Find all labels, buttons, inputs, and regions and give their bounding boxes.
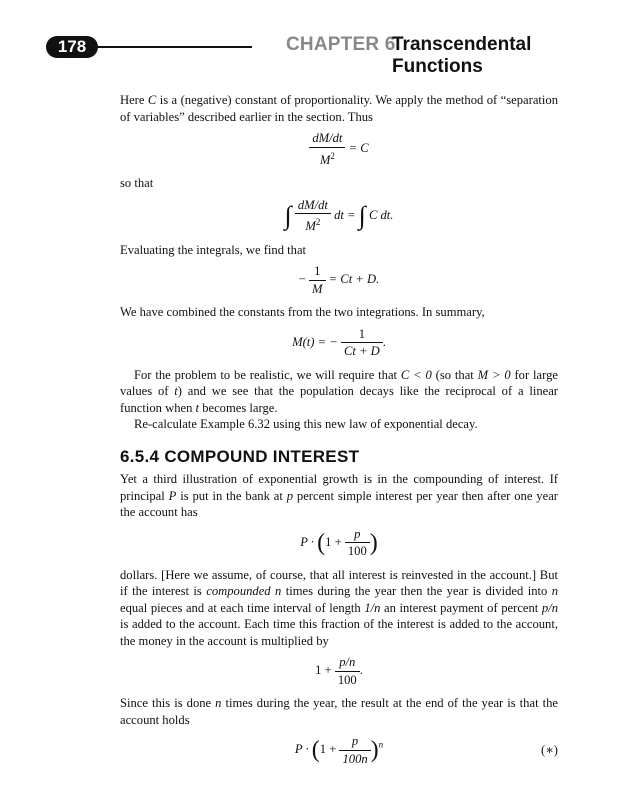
equation-multiplier: 1 + $\frac{p/n}{100}$ . — [315, 655, 363, 687]
equation-simple-interest: P · (1 + $\frac{p}{100}$ ) — [300, 526, 378, 559]
header-rule — [90, 46, 252, 48]
paragraph-so-that: so that — [120, 176, 154, 191]
chapter-title: Transcendental Functions — [392, 34, 532, 77]
paragraph-compounding: dollars. [Here we assume, of course, that all interest is reinvested in the account.] But if the interest is compounded n times during the year then the year is divided into n equal pieces and at each time interval of length 1/n an interest payment of percent p/n is added to the account. Each time this fraction of the interest is added to the account, the money in the account is multiplied by — [120, 567, 559, 648]
paragraph-evaluating: Evaluating the integrals, we find that — [120, 242, 307, 257]
chapter-label: CHAPTER 6 — [286, 34, 396, 55]
page-body — [120, 92, 558, 774]
paragraph-compound-intro: Yet a third illustration of exponential growth is in the compounding of interest. If principal P is put in the bank at p percent simple interest per year then after one year the account has — [120, 472, 558, 520]
paragraph-realistic: For the problem to be realistic, we will require that C < 0 (so that M > 0 for large values of t) and we see that the population decays like the reciprocal of a linear function when t becomes large. — [120, 367, 558, 415]
equation-evaluated: − $\frac{1}{M}$ = Ct + D. — [298, 264, 380, 296]
paragraph-recalculate: Re-calculate Example 6.32 using this new law of exponential decay. — [134, 417, 478, 432]
equation-solution: M(t) = − $\frac{1}{Ct + D}$ . — [292, 326, 386, 359]
running-header — [46, 34, 560, 77]
paragraph-result: Since this is done n times during the year, the result at the end of the year is that the account holds — [120, 696, 558, 727]
page-number-badge: 178 — [46, 36, 98, 58]
equation-label: (∗) — [541, 743, 558, 758]
equation-integrals: ∫ $\frac{dM/dt}{M^2}$ dt = ∫ C dt. — [284, 197, 394, 234]
equation-compound: P · (1 + $\frac{p}{100n}$ )$^n$ (∗) — [294, 734, 558, 766]
paragraph-summary: We have combined the constants from the two integrations. In summary, — [120, 305, 485, 320]
paragraph-constant: Here C is a (negative) constant of proportionality. We apply the method of “separation of variables” described earlier in the section. Thus — [120, 93, 558, 124]
equation-separation: $\frac{dM/dt}{M^2}$ = C — [120, 130, 558, 168]
section-heading: 6.5.4 COMPOUND INTEREST — [120, 446, 360, 466]
